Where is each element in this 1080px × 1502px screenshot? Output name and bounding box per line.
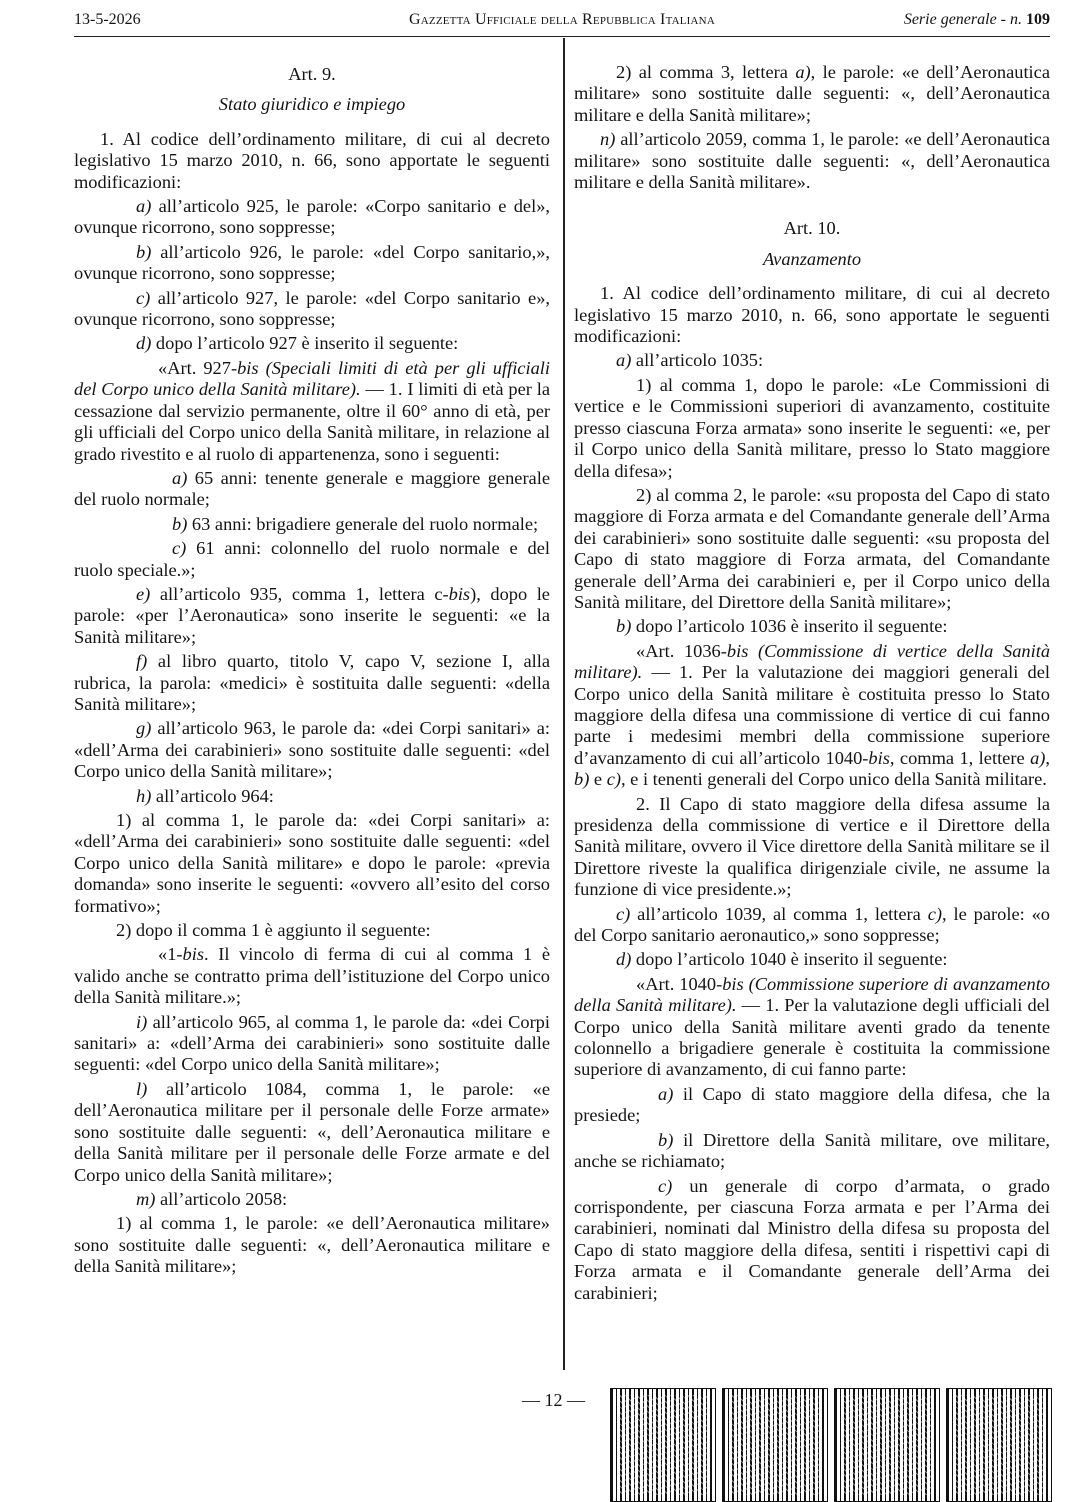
- item-letter: a): [1030, 747, 1046, 768]
- item-letter: b): [172, 513, 188, 534]
- article-title: Art. 9.: [288, 64, 336, 84]
- item-letter: a): [795, 62, 811, 82]
- item-text: un generale di corpo d’armata, o grado corrispondente, per ciascuna Forza armata e per l’Arma dei carabinieri, nominati dal Ministro della difesa su proposta del Capo di stato maggiore della difesa, sentiti i rispettivi capi di Forza armata e il Comandante generale dell’Arma dei carabinieri;: [574, 1175, 1050, 1303]
- quote-text: ,: [1045, 747, 1050, 768]
- header-gazette-title: Gazzetta Ufficiale della Repubblica Italiana: [409, 11, 715, 28]
- item-letter: i): [136, 1011, 148, 1032]
- header-rule: [74, 36, 1050, 37]
- bis-suffix: bis: [868, 747, 890, 768]
- subitem-c: [574, 1176, 1050, 1304]
- item-text: all’articolo 2059, comma 1, le parole: «e dell’Aeronautica militare» sono sostituite dalle seguenti: «, dell’Aeronautica militare e della Sanità militare».: [574, 129, 1050, 193]
- item-b: [574, 616, 1050, 637]
- quoted-article-1040-bis: [574, 974, 1050, 1081]
- quote-text: — 1. Per la valutazione degli ufficiali del Corpo unico della Sanità militare aventi grado da tenente colonnello a brigadiere generale è costituita la commissione superiore di avanzamento, di cui fanno parte:: [574, 995, 1050, 1080]
- item-letter: f): [136, 651, 148, 672]
- item-letter: c): [927, 903, 943, 924]
- item-text: all’articolo 965, al comma 1, le parole da: «dei Corpi sanitari» a: «dell’Arma dei carabinieri» sono sostituite dalle seguenti: «del Corpo unico della Sanità militare»;: [74, 1011, 550, 1075]
- quote-text: , e i tenenti generali del Corpo unico della Sanità militare.: [620, 769, 1047, 790]
- item-letter: h): [136, 785, 152, 806]
- article-subtitle: Stato giuridico e impiego: [218, 94, 406, 115]
- item-text: all’articolo 925, le parole: «Corpo sanitario e del», ovunque ricorrono, sono soppresse;: [74, 196, 550, 238]
- page-header: [74, 8, 1050, 32]
- right-column: [574, 62, 1050, 1307]
- bis-suffix: bis: [726, 640, 749, 661]
- item-a-2: 2) al comma 2, le parole: «su proposta del Capo di stato maggiore di Forza armata e del Comandante generale dell’Arma dei carabinieri» sono sostituite dalle seguenti: «su proposta del Capo di stato maggiore di Forza armata, del Comandante generale dell’Arma dei carabinieri e, per il Corpo unico della Sanità militare, del Direttore della Sanità militare»;: [574, 484, 1050, 612]
- item-text: 63 anni: brigadiere generale del ruolo normale;: [187, 513, 539, 534]
- item-text: all’articolo 926, le parole: «del Corpo sanitario,», ovunque ricorrono, sono soppresse;: [74, 241, 550, 284]
- item-text: 65 anni: tenente generale e maggiore generale del ruolo normale;: [74, 467, 550, 510]
- item-text: , le parole: «o del Corpo sanitario aeronautico,» sono soppresse;: [574, 903, 1051, 946]
- item-text: all’articolo 1035:: [631, 350, 764, 371]
- header-date: 13-5-2026: [74, 11, 141, 28]
- bis-suffix: bis: [722, 973, 744, 994]
- quote-text: — 1. Per la valutazione dei maggiori generali del Corpo unico della Sanità militare è costituita presso lo Stato maggiore della difesa una commissione di vertice di cui fanno parte i medesimi membri della commissione superiore d’avanzamento di cui all’articolo 1040-: [574, 662, 1050, 768]
- item-letter: b): [616, 616, 632, 637]
- item-text: , le parole: «e dell’Aeronautica militare» sono sostituite dalle seguenti: «, dell’Aeronautica militare e della Sanità militare»;: [574, 62, 1050, 125]
- datamatrix-code-1: [610, 1388, 716, 1502]
- quote-prefix: «1-: [158, 944, 183, 965]
- header-serie-number: 109: [1026, 11, 1050, 28]
- quote-text: , comma 1, lettere: [889, 747, 1031, 768]
- datamatrix-code-2: [722, 1388, 828, 1502]
- item-letter: c): [172, 538, 187, 559]
- item-text: 61 anni: colonnello del ruolo normale e del ruolo speciale.»;: [74, 538, 550, 580]
- quote-prefix: «Art. 1036-: [636, 640, 727, 661]
- item-letter: b): [658, 1129, 674, 1150]
- bis-suffix: bis: [448, 583, 471, 604]
- item-l: [74, 1079, 550, 1186]
- item-text: all’articolo 935, comma 1, lettera c-: [150, 583, 449, 604]
- item-text: all’articolo 1039, al comma 1, lettera: [630, 903, 928, 924]
- item-text: ), dopo le parole: «per l’Aeronautica» sono inserite le seguenti: «e la Sanità militare»;: [74, 583, 550, 647]
- item-m-2: [574, 62, 1050, 126]
- item-m: [74, 1189, 550, 1210]
- item-text: al libro quarto, titolo V, capo V, sezione I, alla rubrica, la parola: «medici» è sostituita dalle seguenti: «della Sanità militare»;: [74, 651, 550, 714]
- item-text: dopo l’articolo 1036 è inserito il seguente:: [631, 616, 948, 637]
- quote-text: — 1. I limiti di età per la cessazione dal servizio permanente, oltre il 60° anno di età, per gli ufficiali del Corpo unico della Sanità militare, in relazione al grado rivestito e al ruolo di appartenenza, sono i seguenti:: [74, 379, 551, 464]
- item-b: [74, 242, 550, 285]
- subitem-b: [74, 514, 550, 535]
- item-h-2: 2) dopo il comma 1 è aggiunto il seguente:: [116, 920, 431, 941]
- page-number: — 12 —: [522, 1390, 585, 1410]
- quoted-comma-1-bis: [74, 944, 550, 1008]
- item-letter: n): [600, 129, 616, 150]
- item-c: [574, 904, 1050, 947]
- column-divider: [563, 38, 565, 1370]
- item-letter: l): [136, 1078, 148, 1099]
- item-letter: a): [136, 196, 152, 217]
- item-text: all’articolo 963, le parole da: «dei Corpi sanitari» a: «dell’Arma dei carabinieri» sono sostituite dalle seguenti: «del Corpo unico della Sanità militare»;: [74, 718, 550, 782]
- item-letter: d): [616, 949, 632, 970]
- item-d: [574, 949, 1050, 970]
- item-i: [74, 1012, 550, 1076]
- item-a: [574, 350, 1050, 371]
- item-text: dopo l’articolo 927 è inserito il seguente:: [151, 333, 459, 354]
- item-text: all’articolo 964:: [151, 785, 274, 806]
- item-text: 2) al comma 3, lettera: [616, 62, 796, 82]
- bis-suffix: bis: [237, 357, 259, 378]
- datamatrix-codes: [610, 1388, 1050, 1500]
- item-c: [74, 288, 550, 331]
- datamatrix-code-4: [946, 1388, 1052, 1502]
- item-letter: c): [616, 903, 631, 924]
- item-a: [74, 196, 550, 239]
- item-letter: a): [172, 467, 188, 488]
- item-n: [574, 129, 1050, 193]
- item-letter: e): [136, 583, 151, 604]
- item-h-1: 1) al comma 1, le parole da: «dei Corpi sanitari» a: «dell’Arma dei carabinieri» sono sostituite dalle seguenti: «del Corpo unico della Sanità militare» e dopo le parole: «previa domanda» sono inserite le seguenti: «ovvero all’esito del corso formativo»;: [74, 810, 550, 916]
- item-d: [74, 333, 550, 354]
- quote-title: (Speciali limiti di età per gli ufficiali del Corpo unico della Sanità militare).: [74, 357, 550, 400]
- subitem-a: [74, 468, 550, 511]
- quote-prefix: «Art. 1040-: [636, 973, 723, 994]
- item-e: [74, 584, 550, 648]
- item-letter: b): [136, 241, 152, 262]
- bis-suffix: bis: [182, 944, 204, 965]
- subitem-c: [74, 538, 550, 581]
- quote-prefix: «Art. 927-: [158, 357, 238, 378]
- item-letter: a): [658, 1083, 674, 1104]
- paragraph-intro: 1. Al codice dell’ordinamento militare, di cui al decreto legislativo 15 marzo 2010, n. 66, sono apportate le seguenti modificazioni:: [574, 283, 1050, 347]
- quoted-paragraph-2: 2. Il Capo di stato maggiore della difesa assume la presidenza della commissione di vertice e il Direttore della Sanità militare, ovvero il Vice direttore della Sanità militare se il Direttore riveste la qualifica dirigenziale civile, ne assume la funzione di vice presidente.»;: [574, 793, 1050, 900]
- item-m-1: 1) al comma 1, le parole: «e dell’Aeronautica militare» sono sostituite dalle seguenti: «, dell’Aeronautica militare e della Sanità militare»;: [74, 1213, 550, 1277]
- item-letter: g): [136, 718, 152, 739]
- quote-title: (Commissione superiore di avanzamento della Sanità militare).: [574, 973, 1050, 1016]
- paragraph-intro: 1. Al codice dell’ordinamento militare, di cui al decreto legislativo 15 marzo 2010, n. 66, sono apportate le seguenti modificazioni:: [74, 128, 550, 192]
- quote-text: . Il vincolo di ferma di cui al comma 1 è valido anche se contratto prima dell’istituzione del Corpo unico della Sanità militare.»;: [74, 944, 550, 1008]
- article-subtitle: Avanzamento: [762, 248, 862, 269]
- article-title: Art. 10.: [783, 218, 841, 239]
- item-f: [74, 651, 550, 715]
- item-text: all’articolo 927, le parole: «del Corpo sanitario e», ovunque ricorrono, sono soppresse;: [74, 287, 550, 330]
- header-serie-label: Serie generale - n.: [903, 11, 1022, 28]
- item-text: il Direttore della Sanità militare, ove militare, anche se richiamato;: [574, 1129, 1050, 1172]
- subitem-a: [574, 1084, 1050, 1127]
- item-letter: c): [136, 287, 151, 308]
- item-letter: b): [574, 769, 590, 790]
- item-letter: d): [136, 333, 152, 354]
- quote-title: (Commissione di vertice della Sanità militare).: [574, 640, 1051, 683]
- quote-text: e: [589, 769, 607, 790]
- quoted-article-1036-bis: [574, 641, 1050, 791]
- item-text: il Capo di stato maggiore della difesa, che la presiede;: [574, 1083, 1050, 1126]
- quoted-article-927-bis: [74, 358, 550, 465]
- item-h: [74, 786, 550, 807]
- item-text: all’articolo 2058:: [155, 1188, 288, 1209]
- item-letter: c): [606, 769, 621, 790]
- datamatrix-code-3: [834, 1388, 940, 1502]
- left-column: [74, 62, 550, 1281]
- header-serie: [904, 8, 1050, 32]
- item-letter: m): [136, 1188, 156, 1209]
- item-text: dopo l’articolo 1040 è inserito il seguente:: [631, 949, 948, 970]
- item-a-1: 1) al comma 1, dopo le parole: «Le Commissioni di vertice e le Commissioni superiori di avanzamento, costituite presso ciascuna Forza armata» sono inserite le seguenti: «e, per il Corpo unico della Sanità militare, presso lo Stato maggiore della difesa»;: [574, 374, 1050, 481]
- item-g: [74, 718, 550, 782]
- item-letter: c): [658, 1175, 673, 1196]
- item-letter: a): [616, 350, 632, 371]
- subitem-b: [574, 1130, 1050, 1173]
- item-text: all’articolo 1084, comma 1, le parole: «e dell’Aeronautica militare per il personale delle Forze armate» sono sostituite dalle seguenti: «, dell’Aeronautica militare e della Sanità militare per il personale delle Forze armate e del Corpo unico della Sanità militare»;: [74, 1078, 550, 1185]
